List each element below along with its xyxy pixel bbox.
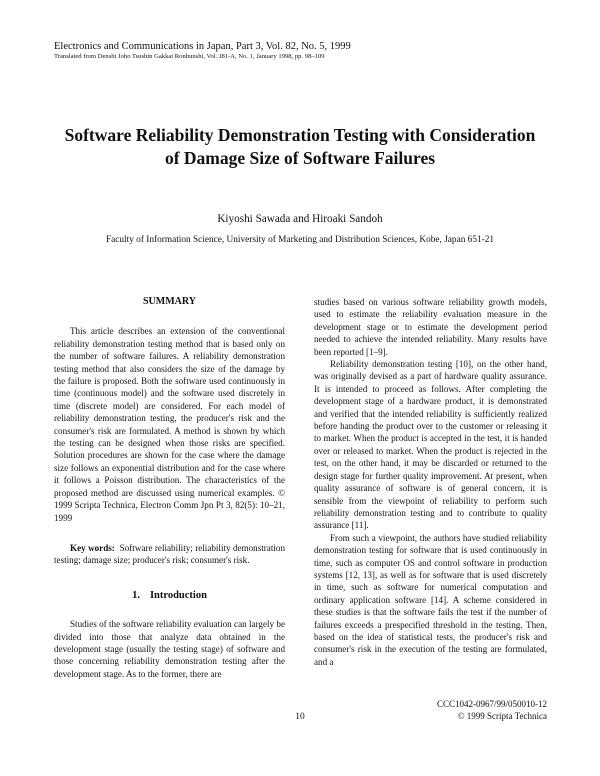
issn-code: CCC1042-0967/99/050010-12 <box>436 699 547 709</box>
journal-citation: Electronics and Communications in Japan, Part 3, Vol. 82, No. 5, 1999 <box>54 41 351 52</box>
right-paragraph-2: Reliability demonstration testing [10], on the other hand, was originally devised as a part of hardware quality assurance. It is intended to proceed as follows. After completing the development stage of a hardware product, it is demonstrated and verified that the intended reliability is sufficiently realized before handing the product over to the customer or releasing it to market. When the product is accepted in the test, it is handed over or released to market. When the product is rejected in the test, on the other hand, it may be discarded or returned to the design stage for further quality improvement. At present, when quality assurance of software is of general concern, it is sensible from the viewpoint of reliability to perform such reliability demonstration testing and to contribute to quality assurance [11]. <box>314 359 547 531</box>
section-heading-introduction <box>54 590 285 602</box>
title-line-2: of Damage Size of Software Failures <box>164 148 436 168</box>
authors: Kiyoshi Sawada and Hiroaki Sandoh <box>217 213 383 225</box>
right-paragraph-1: studies based on various software reliability growth models, used to estimate the reliability evaluation measure in the development stage or to estimate the development period needed to achieve the intended reliability. Many results have been reported [1–9]. <box>314 297 547 357</box>
title-line-1: Software Reliability Demonstration Testing with Consideration <box>64 125 536 145</box>
section-number: 1. <box>132 589 140 601</box>
copyright: © 1999 Scripta Technica <box>457 711 547 721</box>
right-column <box>314 296 547 668</box>
paper-title <box>40 124 560 170</box>
right-paragraph-3: From such a viewpoint, the authors have studied reliability demonstration testing for software that is used continuously in time, such as computer OS and control software in production systems [12, 13], as well as for software that is used discretely in time, such as software for numerical computation and ordinary application software [14]. A scheme considered in these studies is that the software fails the test if the number of failures exceeds a prespecified threshold in the testing. Then, based on the idea of statistical tests, the producer's risk and consumer's risk in the execution of the testing are formulated, and a <box>314 532 547 667</box>
translation-source: Translated from Denshi Joho Tsushin Gakkai Ronbunshi, Vol. J81-A, No. 1, January 1998, pp. 98–109 <box>54 53 325 60</box>
keywords-label: Key words: <box>70 542 115 553</box>
summary-text: This article describes an extension of the conventional reliability demonstration testing method that is based only on the number of software failures. A reliability demonstration testing method that also considers the size of the damage by the failure is proposed. Both the software used continuously in time (continuous model) and the software used discretely in time (discrete model) are considered. For each model of reliability demonstration testing, the producer's risk and the consumer's risk are formulated. A method is shown by which the testing can be designed when those risks are specified. Solution procedures are shown for the case where the damage size follows an exponential distribution and for the case where it follows a Poisson distribution. The characteristics of the proposed method are discussed using numerical examples. © 1999 Scripta Technica, Electron Comm Jpn Pt 3, 82(5): 10–21, 1999 <box>54 326 285 523</box>
keywords-text: Software reliability; reliability demonstration testing; damage size; producer's risk; consumer's risk. <box>54 542 285 566</box>
section-title: Introduction <box>149 589 207 601</box>
left-column <box>54 296 285 680</box>
keywords <box>54 542 285 567</box>
affiliation: Faculty of Information Science, University of Marketing and Distribution Sciences, Kobe, Japan 651-21 <box>105 235 495 245</box>
page-number: 10 <box>295 712 305 722</box>
intro-paragraph-1: Studies of the software reliability evaluation can largely be divided into those that analyze data obtained in the development stage (usually the testing stage) of software and those concerning reliability demonstration testing after the development stage. As to the former, there are <box>54 619 285 679</box>
summary-heading: SUMMARY <box>143 296 196 307</box>
